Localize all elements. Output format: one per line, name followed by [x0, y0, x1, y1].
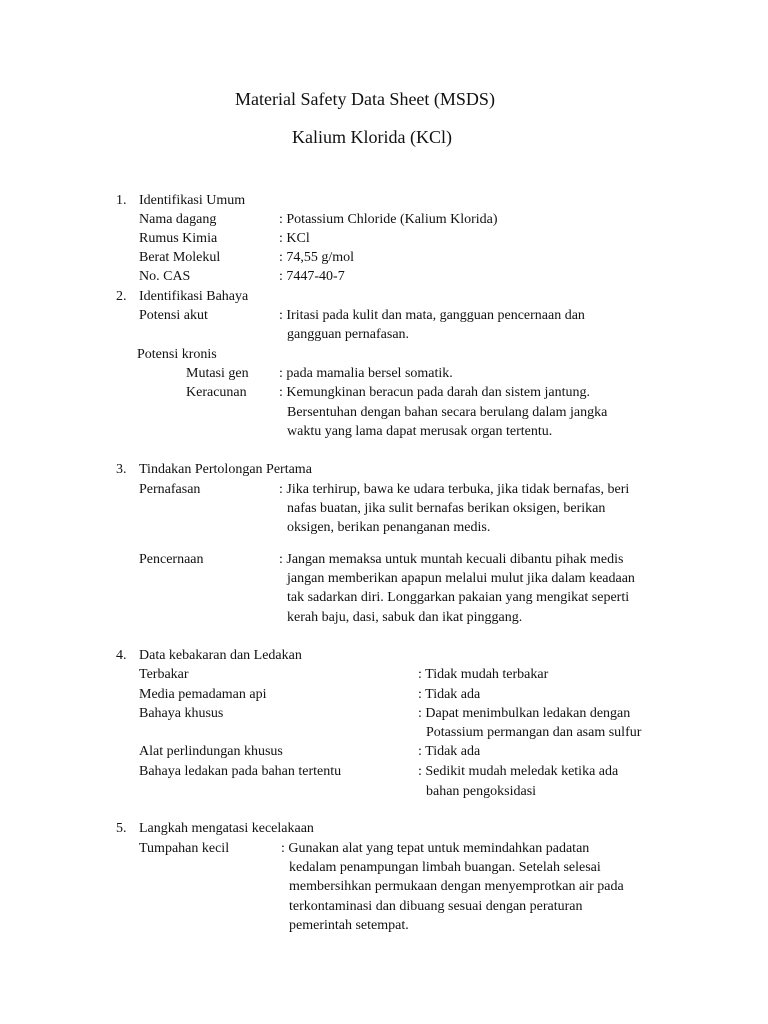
section-2-number: 2. [116, 289, 127, 304]
row-label: Tumpahan kecil [139, 841, 230, 856]
row-value: : Sedikit mudah meledak ketika ada [418, 764, 619, 779]
row-value: : Kemungkinan beracun pada darah dan sistem jantung. [279, 385, 591, 400]
row-value-continued: pemerintah setempat. [289, 918, 409, 933]
row-value: : Tidak mudah terbakar [418, 667, 549, 682]
row-label: Pernafasan [139, 482, 201, 497]
document-subtitle: Kalium Klorida (KCl) [292, 127, 452, 147]
row-label: Terbakar [139, 667, 189, 682]
row-label: Alat perlindungan khusus [139, 744, 283, 759]
section-5-heading: Langkah mengatasi kecelakaan [139, 821, 314, 836]
section-4-heading: Data kebakaran dan Ledakan [139, 648, 302, 663]
row-value-continued: bahan pengoksidasi [426, 784, 537, 799]
row-value-continued: oksigen, berikan penanganan medis. [287, 520, 491, 535]
row-label: Rumus Kimia [139, 231, 218, 246]
section-4-number: 4. [116, 648, 127, 663]
row-label: Potensi kronis [137, 347, 217, 362]
section-2-heading: Identifikasi Bahaya [139, 289, 249, 304]
row-value-continued: terkontaminasi dan dibuang sesuai dengan peraturan [289, 899, 583, 914]
row-value-continued: kedalam penampungan limbah buangan. Setelah selesai [289, 860, 601, 875]
row-label: Nama dagang [139, 212, 217, 227]
row-label: Berat Molekul [139, 250, 221, 265]
row-label: Bahaya khusus [139, 706, 224, 721]
section-5-number: 5. [116, 821, 127, 836]
row-value-continued: Potassium permangan dan asam sulfur [426, 725, 642, 740]
row-value-continued: nafas buatan, jika sulit bernafas berikan oksigen, berikan [287, 501, 606, 516]
row-value-continued: Bersentuhan dengan bahan secara berulang dalam jangka [287, 405, 608, 420]
section-1-number: 1. [116, 193, 127, 208]
row-value: : Iritasi pada kulit dan mata, gangguan pencernaan dan [279, 308, 585, 323]
row-value-continued: tak sadarkan diri. Longgarkan pakaian yang mengikat seperti [287, 590, 630, 605]
row-value: : Jika terhirup, bawa ke udara terbuka, jika tidak bernafas, beri [279, 482, 630, 497]
row-label: Keracunan [186, 385, 247, 400]
document-title: Material Safety Data Sheet (MSDS) [235, 89, 495, 109]
row-value: : Gunakan alat yang tepat untuk memindahkan padatan [281, 841, 590, 856]
section-3-heading: Tindakan Pertolongan Pertama [139, 462, 312, 477]
row-value: : pada mamalia bersel somatik. [279, 366, 453, 381]
row-value-continued: membersihkan permukaan dengan menyemprotkan air pada [289, 879, 624, 894]
row-value-continued: kerah baju, dasi, sabuk dan ikat pinggang. [287, 610, 523, 625]
section-3-number: 3. [116, 462, 127, 477]
row-label: Bahaya ledakan pada bahan tertentu [139, 764, 342, 779]
row-value: : Jangan memaksa untuk muntah kecuali dibantu pihak medis [279, 552, 624, 567]
section-1-heading: Identifikasi Umum [139, 193, 246, 208]
row-value: : Potassium Chloride (Kalium Klorida) [279, 212, 498, 227]
row-value: : 74,55 g/mol [279, 250, 355, 265]
row-value-continued: gangguan pernafasan. [287, 327, 410, 342]
row-value-continued: jangan memberikan apapun melalui mulut jika dalam keadaan [287, 571, 635, 586]
row-value: : KCl [279, 231, 310, 246]
row-value: : Tidak ada [418, 687, 481, 702]
row-value-continued: waktu yang lama dapat merusak organ tertentu. [287, 424, 553, 439]
row-label: Media pemadaman api [139, 687, 267, 702]
row-label: No. CAS [139, 269, 191, 284]
row-label: Mutasi gen [186, 366, 249, 381]
row-label: Potensi akut [139, 308, 208, 323]
row-label: Pencernaan [139, 552, 204, 567]
row-value: : Dapat menimbulkan ledakan dengan [418, 706, 631, 721]
row-value: : 7447-40-7 [279, 269, 345, 284]
row-value: : Tidak ada [418, 744, 481, 759]
